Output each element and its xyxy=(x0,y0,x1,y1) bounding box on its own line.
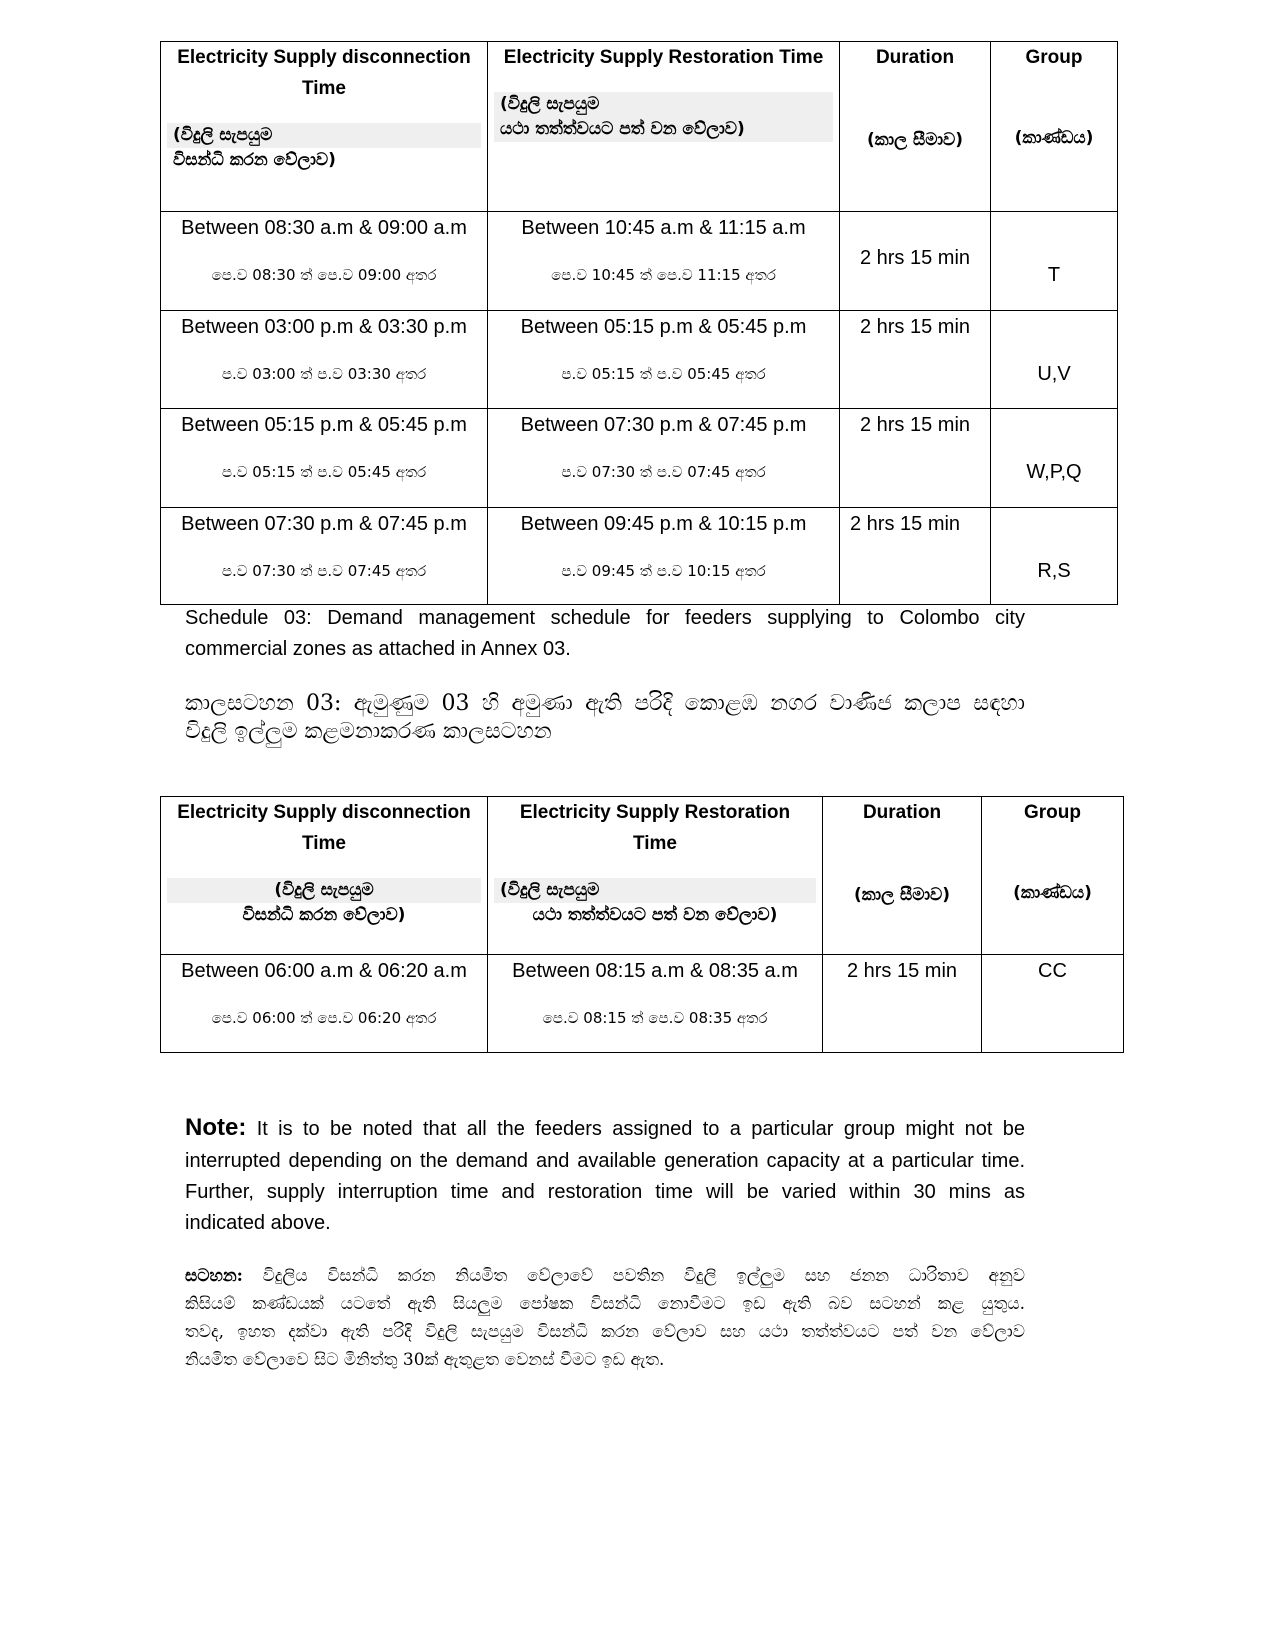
group-value: R,S xyxy=(1037,560,1071,582)
duration-cell xyxy=(840,311,991,409)
header-disconnection-si-line-1: (විදුලි සැපයුම xyxy=(167,123,481,148)
restoration-time-en: Between 10:45 a.m & 11:15 a.m xyxy=(521,217,806,239)
header-disconnection-si xyxy=(167,878,481,928)
restoration-time-si: පෙ.ව 10:45 ත් පෙ.ව 11:15 අතර xyxy=(551,266,776,284)
header-restoration-en-line-1: Electricity Supply Restoration xyxy=(519,802,791,823)
header-group-si: (කාණ්ඩය) xyxy=(1014,128,1094,148)
group-value: U,V xyxy=(1037,363,1071,385)
header-group xyxy=(991,42,1118,212)
restoration-time-si: ප.ව 05:15 ත් ප.ව 05:45 අතර xyxy=(561,365,766,383)
header-disconnection-en-line-1: Electricity Supply disconnection xyxy=(177,802,471,823)
restoration-time-cell xyxy=(488,311,840,409)
note-line: තවද, ඉහත දක්වා ඇති පරිදි විදුලි සැපයුම විසන්ධි කරන වේලාව සහ යථා තත්ත්වයට පත් වන වේලාව xyxy=(185,1322,1025,1342)
note-line: නියමිත වේලාවෙ සිට මිනිත්තු 30ක් ඇතුළත වෙනස් වීමට ඉඩ ඇත. xyxy=(185,1350,665,1370)
caption-line: commercial zones as attached in Annex 03. xyxy=(185,638,571,660)
header-restoration-time xyxy=(488,42,840,212)
disconnection-time-en: Between 07:30 p.m & 07:45 p.m xyxy=(181,513,467,535)
header-group xyxy=(982,797,1124,955)
header-restoration-si xyxy=(494,92,833,142)
restoration-time-cell xyxy=(488,508,840,605)
restoration-time-cell xyxy=(488,212,840,311)
group-cell xyxy=(991,212,1118,311)
note-text: It is to be noted that all the feeders assigned to a particular group might not be xyxy=(256,1118,1025,1140)
header-duration-en: Duration xyxy=(875,47,955,68)
duration-value: 2 hrs 15 min xyxy=(859,414,971,436)
restoration-time-cell xyxy=(488,955,823,1053)
disconnection-time-cell xyxy=(161,409,488,508)
header-restoration-en-line-2: Time xyxy=(632,833,677,854)
disconnection-time-si: ප.ව 05:15 ත් ප.ව 05:45 අතර xyxy=(221,463,427,481)
note-si xyxy=(185,1262,1025,1374)
disconnection-time-cell xyxy=(161,311,488,409)
header-disconnection-en-line-2: Time xyxy=(301,833,346,854)
note-line: indicated above. xyxy=(185,1212,331,1234)
header-group-en: Group xyxy=(1024,802,1081,823)
table-header-row xyxy=(161,797,1124,955)
duration-cell xyxy=(840,212,991,311)
header-restoration-si-line-1: (විදුලි සැපයුම xyxy=(500,94,600,114)
duration-cell xyxy=(840,409,991,508)
note-line xyxy=(185,1111,1025,1146)
schedule-03-caption-en xyxy=(185,603,1025,665)
disconnection-time-cell xyxy=(161,955,488,1053)
note-en xyxy=(185,1111,1025,1239)
header-disconnection-si-line-2: විසන්ධි කරන වේලාව) xyxy=(173,150,336,170)
group-value: CC xyxy=(1038,960,1067,982)
restoration-time-si: ප.ව 09:45 ත් ප.ව 10:15 අතර xyxy=(561,562,766,580)
duration-cell xyxy=(823,955,982,1053)
header-disconnection-en-line-2: Time xyxy=(301,78,346,99)
header-restoration-si-line-1: (විදුලි සැපයුම xyxy=(494,878,816,903)
schedule-table-1 xyxy=(160,41,1118,605)
header-restoration-si xyxy=(494,878,816,928)
table-row xyxy=(161,508,1118,605)
note-line: කිසියම් කණ්ඩයක් යටතේ ඇති සියලුම පෝෂක විසන්ධි නොවීමට ඉඩ ඇති බව සටහන් කළ යුතුය. xyxy=(185,1294,1025,1314)
duration-value: 2 hrs 15 min xyxy=(846,960,958,982)
note-line xyxy=(185,1262,1025,1290)
disconnection-time-si: පෙ.ව 08:30 ත් පෙ.ව 09:00 අතර xyxy=(211,266,437,284)
restoration-time-si: ප.ව 07:30 ත් ප.ව 07:45 අතර xyxy=(561,463,766,481)
schedule-table-2 xyxy=(160,796,1124,1053)
table-row xyxy=(161,409,1118,508)
header-duration xyxy=(840,42,991,212)
group-cell xyxy=(991,311,1118,409)
duration-value: 2 hrs 15 min xyxy=(850,513,961,535)
restoration-time-en: Between 09:45 p.m & 10:15 p.m xyxy=(520,513,807,535)
table-row xyxy=(161,311,1118,409)
restoration-time-en: Between 07:30 p.m & 07:45 p.m xyxy=(520,414,807,436)
note-text: විදුලිය විසන්ධි කරන නියමිත වේලාවේ පවතින විදුලි ඉල්ලුම සහ ජනන ධාරිතාව අනුව xyxy=(262,1266,1025,1286)
restoration-time-cell xyxy=(488,409,840,508)
disconnection-time-si: පෙ.ව 06:00 ත් පෙ.ව 06:20 අතර xyxy=(211,1009,437,1027)
header-restoration-en-line-1: Electricity Supply Restoration Time xyxy=(503,47,824,68)
table-header-row xyxy=(161,42,1118,212)
note-label: Note: xyxy=(185,1114,247,1141)
header-duration-en: Duration xyxy=(862,802,942,823)
header-disconnection-time xyxy=(161,42,488,212)
disconnection-time-si: ප.ව 03:00 ත් ප.ව 03:30 අතර xyxy=(221,365,427,383)
disconnection-time-cell xyxy=(161,212,488,311)
header-restoration-si-line-2: යථා තත්ත්වයට පත් වන වේලාව) xyxy=(500,119,745,139)
duration-value: 2 hrs 15 min xyxy=(859,316,971,338)
disconnection-time-cell xyxy=(161,508,488,605)
caption-line: විදුලි ඉල්ලුම කළමනාකරණ කාලසටහන xyxy=(185,719,552,744)
caption-line: Schedule 03: Demand management schedule for feeders supplying to Colombo city xyxy=(185,607,1025,629)
note-line: Further, supply interruption time and restoration time will be varied within 30 mins as xyxy=(185,1181,1025,1203)
restoration-time-si: පෙ.ව 08:15 ත් පෙ.ව 08:35 අතර xyxy=(542,1009,768,1027)
group-value: T xyxy=(1047,264,1061,286)
disconnection-time-si: ප.ව 07:30 ත් ප.ව 07:45 අතර xyxy=(221,562,427,580)
header-restoration-si-line-2: යථා තත්ත්වයට පත් වන වේලාව) xyxy=(532,905,778,925)
header-duration-si: (කාල සීමාව) xyxy=(866,130,964,150)
group-cell xyxy=(991,409,1118,508)
header-group-en: Group xyxy=(1025,47,1083,68)
restoration-time-en: Between 05:15 p.m & 05:45 p.m xyxy=(520,316,807,338)
disconnection-time-en: Between 06:00 a.m & 06:20 a.m xyxy=(181,960,467,982)
group-value: W,P,Q xyxy=(1026,461,1082,483)
caption-line: කාලසටහන 03: ඇමුණුම 03 හි අමුණා ඇති පරිදි කොළඹ නගර වාණිජ කලාප සඳහා xyxy=(185,691,1025,716)
header-disconnection-si-line-1: (විදුලි සැපයුම xyxy=(167,878,481,903)
header-disconnection-time xyxy=(161,797,488,955)
header-disconnection-si-line-2: විසන්ධි කරන වේලාව) xyxy=(242,905,406,925)
table-row xyxy=(161,955,1124,1053)
disconnection-time-en: Between 03:00 p.m & 03:30 p.m xyxy=(181,316,467,338)
header-duration-si: (කාල සීමාව) xyxy=(853,885,951,905)
restoration-time-en: Between 08:15 a.m & 08:35 a.m xyxy=(512,960,798,982)
header-restoration-time xyxy=(488,797,823,955)
schedule-03-caption-si xyxy=(185,690,1025,746)
duration-cell xyxy=(840,508,991,605)
table-row xyxy=(161,212,1118,311)
header-duration xyxy=(823,797,982,955)
disconnection-time-en: Between 08:30 a.m & 09:00 a.m xyxy=(181,217,467,239)
header-disconnection-en-line-1: Electricity Supply disconnection xyxy=(177,47,471,68)
note-label: සටහන: xyxy=(185,1266,243,1286)
header-disconnection-si xyxy=(167,123,481,173)
note-line: interrupted depending on the demand and available generation capacity at a particular time. xyxy=(185,1150,1025,1172)
group-cell xyxy=(991,508,1118,605)
group-cell xyxy=(982,955,1124,1053)
disconnection-time-en: Between 05:15 p.m & 05:45 p.m xyxy=(181,414,467,436)
duration-value: 2 hrs 15 min xyxy=(859,247,971,269)
header-group-si: (කාණ්ඩය) xyxy=(1013,883,1092,903)
